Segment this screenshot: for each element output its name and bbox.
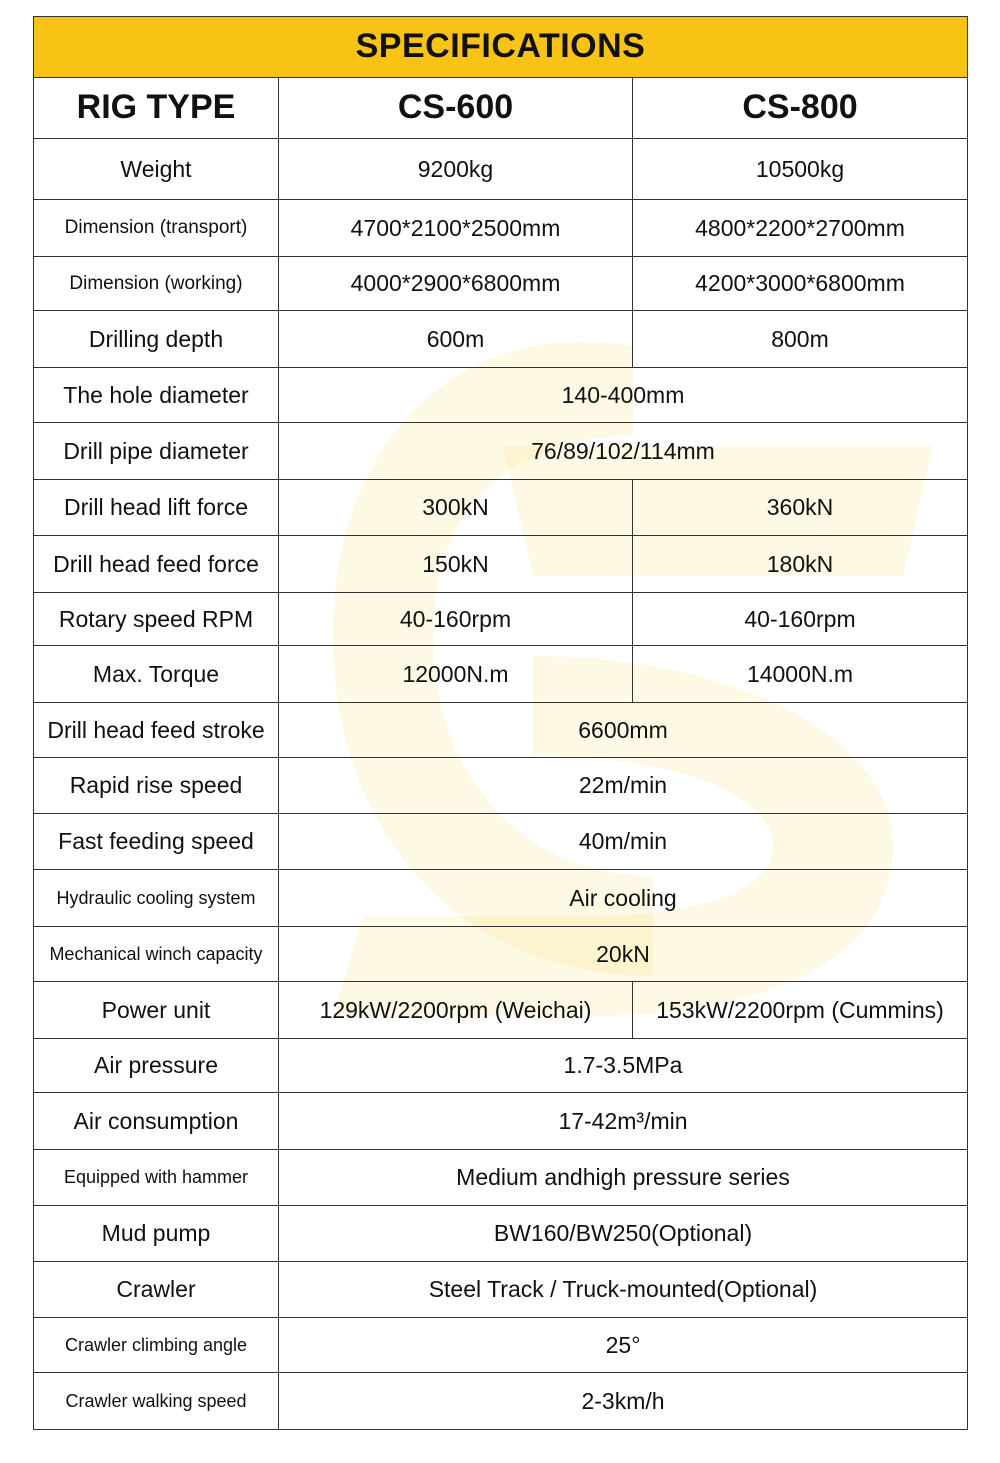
table-row: [34, 758, 968, 814]
spec-body: [34, 139, 968, 1430]
spec-value: 12000N.m: [279, 646, 633, 703]
spec-value: 153kW/2200rpm (Cummins): [633, 982, 968, 1039]
table-row: [34, 1262, 968, 1318]
model-header-cs800: CS-800: [633, 78, 968, 139]
table-row: [34, 139, 968, 200]
table-row: [34, 536, 968, 593]
spec-label: Weight: [34, 139, 279, 200]
spec-value: 4000*2900*6800mm: [279, 257, 633, 311]
spec-value: 25°: [279, 1318, 968, 1373]
spec-value: 4200*3000*6800mm: [633, 257, 968, 311]
spec-label: Crawler walking speed: [34, 1373, 279, 1430]
spec-value: 22m/min: [279, 758, 968, 814]
spec-label: Drill pipe diameter: [34, 423, 279, 480]
model-header-cs600: CS-600: [279, 78, 633, 139]
table-row: [34, 703, 968, 758]
table-row: [34, 368, 968, 423]
spec-label: Dimension (working): [34, 257, 279, 311]
table-row: [34, 1093, 968, 1150]
spec-value: 10500kg: [633, 139, 968, 200]
spec-label: Drilling depth: [34, 311, 279, 368]
spec-value: 76/89/102/114mm: [279, 423, 968, 480]
rig-type-header: RIG TYPE: [34, 78, 279, 139]
table-row: [34, 814, 968, 870]
spec-table: [33, 16, 968, 1430]
spec-value: 6600mm: [279, 703, 968, 758]
spec-label: Power unit: [34, 982, 279, 1039]
spec-value: Medium andhigh pressure series: [279, 1150, 968, 1206]
spec-label: Drill head feed stroke: [34, 703, 279, 758]
spec-value: 9200kg: [279, 139, 633, 200]
spec-value: 17-42m³/min: [279, 1093, 968, 1150]
table-row: [34, 1039, 968, 1093]
table-title: SPECIFICATIONS: [34, 17, 968, 78]
spec-value: 150kN: [279, 536, 633, 593]
spec-label: Rapid rise speed: [34, 758, 279, 814]
spec-value: 20kN: [279, 927, 968, 982]
spec-value: Air cooling: [279, 870, 968, 927]
spec-label: The hole diameter: [34, 368, 279, 423]
table-row: [34, 1373, 968, 1430]
table-row: [34, 1318, 968, 1373]
table-row: [34, 646, 968, 703]
spec-label: Fast feeding speed: [34, 814, 279, 870]
spec-value: 129kW/2200rpm (Weichai): [279, 982, 633, 1039]
spec-value: BW160/BW250(Optional): [279, 1206, 968, 1262]
table-row: [34, 593, 968, 646]
spec-value: 1.7-3.5MPa: [279, 1039, 968, 1093]
table-row: [34, 927, 968, 982]
spec-label: Dimension (transport): [34, 200, 279, 257]
table-row: [34, 200, 968, 257]
spec-value: 360kN: [633, 480, 968, 536]
spec-value: 40-160rpm: [279, 593, 633, 646]
table-row: [34, 1206, 968, 1262]
spec-value: 4800*2200*2700mm: [633, 200, 968, 257]
table-row: [34, 423, 968, 480]
spec-sheet: [33, 16, 967, 1430]
spec-value: 4700*2100*2500mm: [279, 200, 633, 257]
spec-label: Drill head lift force: [34, 480, 279, 536]
spec-label: Drill head feed force: [34, 536, 279, 593]
spec-label: Air pressure: [34, 1039, 279, 1093]
spec-value: 40-160rpm: [633, 593, 968, 646]
spec-label: Max. Torque: [34, 646, 279, 703]
spec-value: 2-3km/h: [279, 1373, 968, 1430]
table-row: [34, 1150, 968, 1206]
spec-value: 600m: [279, 311, 633, 368]
spec-label: Rotary speed RPM: [34, 593, 279, 646]
spec-value: 180kN: [633, 536, 968, 593]
spec-label: Crawler: [34, 1262, 279, 1318]
spec-label: Crawler climbing angle: [34, 1318, 279, 1373]
spec-label: Mud pump: [34, 1206, 279, 1262]
spec-label: Hydraulic cooling system: [34, 870, 279, 927]
table-row: [34, 480, 968, 536]
table-row: [34, 982, 968, 1039]
spec-label: Equipped with hammer: [34, 1150, 279, 1206]
spec-value: 300kN: [279, 480, 633, 536]
table-row: [34, 311, 968, 368]
spec-value: 14000N.m: [633, 646, 968, 703]
table-row: [34, 870, 968, 927]
spec-value: 40m/min: [279, 814, 968, 870]
spec-value: Steel Track / Truck-mounted(Optional): [279, 1262, 968, 1318]
spec-value: 800m: [633, 311, 968, 368]
spec-value: 140-400mm: [279, 368, 968, 423]
spec-label: Mechanical winch capacity: [34, 927, 279, 982]
spec-label: Air consumption: [34, 1093, 279, 1150]
table-row: [34, 257, 968, 311]
